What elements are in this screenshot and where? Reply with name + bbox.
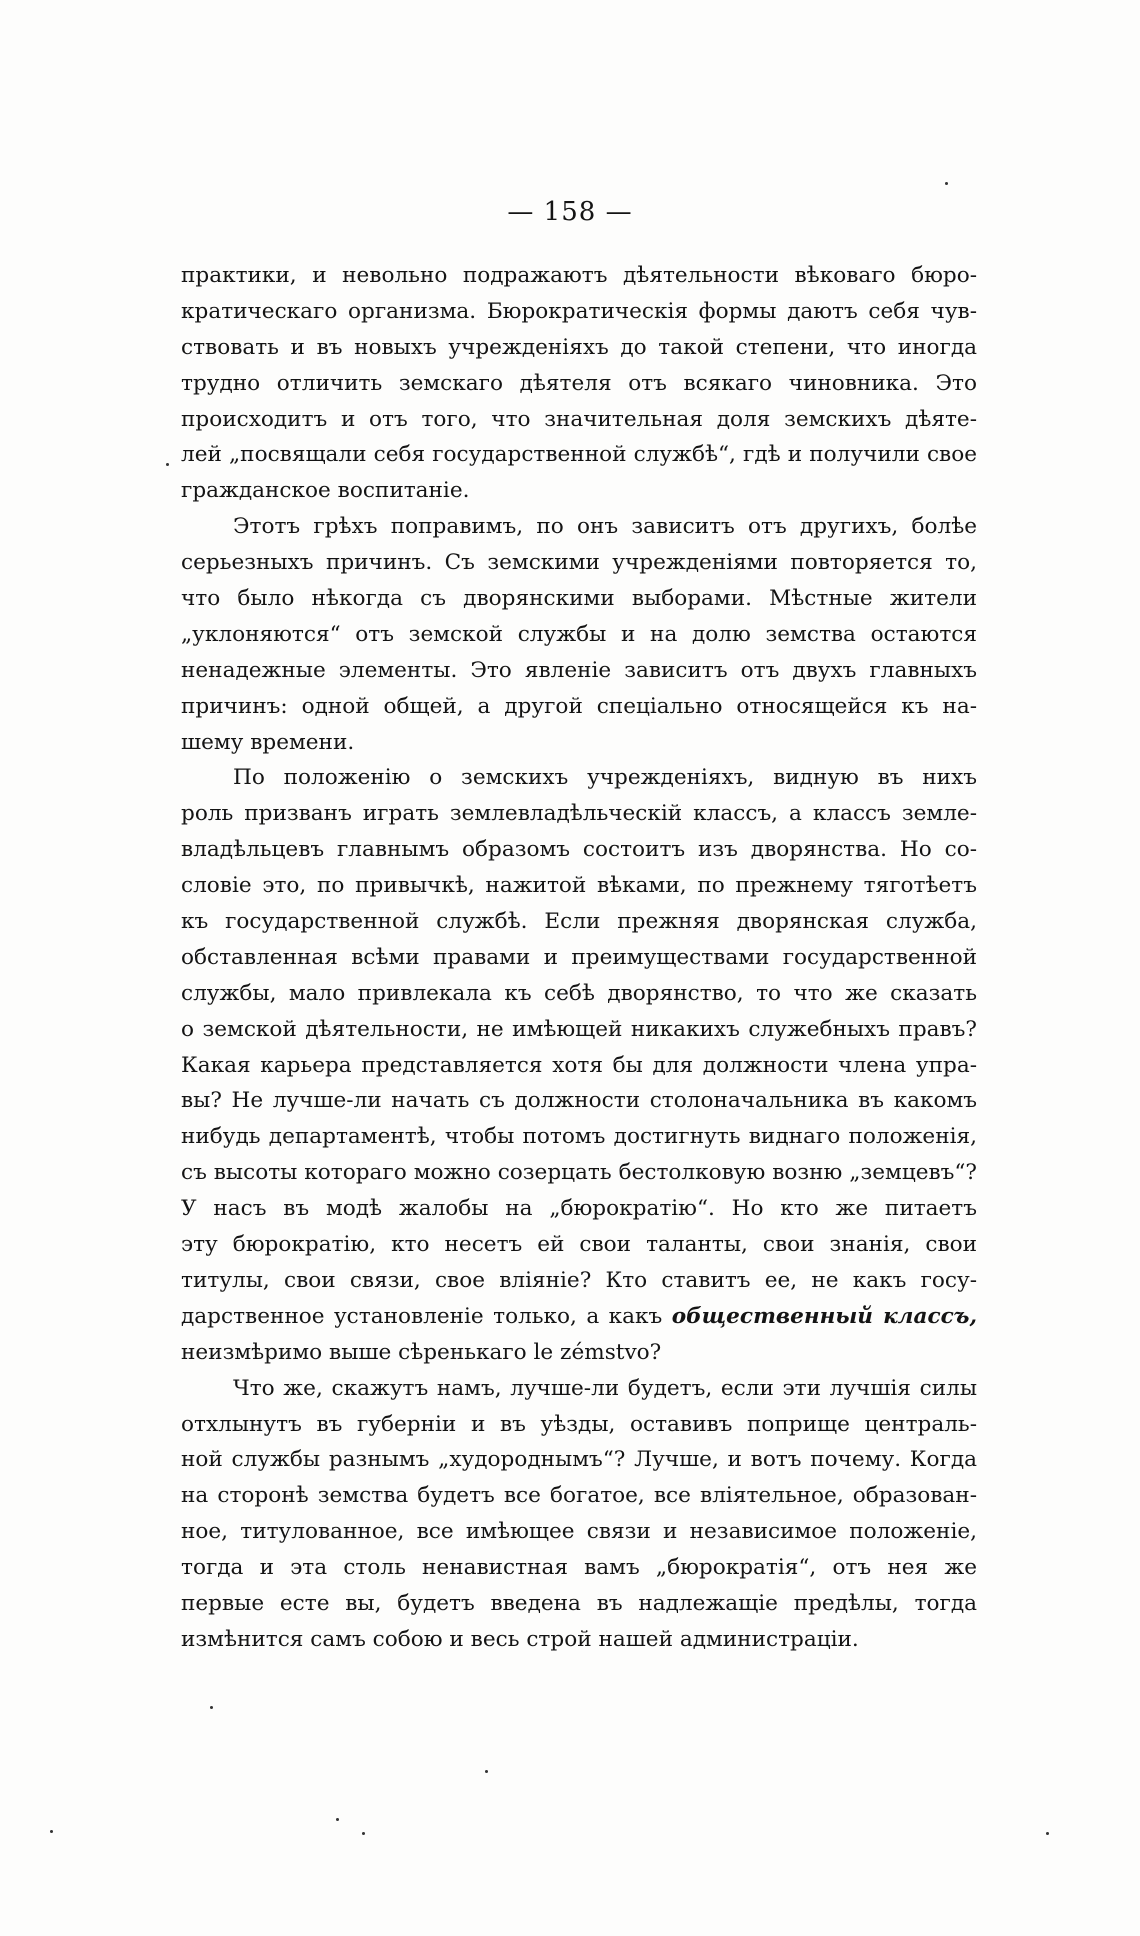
line-text: обставленная всѣми правами и преимуществами государственной: [181, 944, 977, 970]
text-line: [181, 509, 977, 545]
text-line: [181, 1191, 977, 1227]
text-line: [181, 868, 977, 904]
text-line: [181, 904, 977, 940]
text-line: [181, 1442, 977, 1478]
line-text: Этотъ грѣхъ поправимъ, по онъ зависитъ отъ другихъ, болѣе: [233, 514, 977, 540]
text-line: [181, 1155, 977, 1191]
text-line: [181, 760, 977, 796]
text-line: [181, 653, 977, 689]
line-text: отхлынутъ въ губерніи и въ уѣзды, оставивъ поприще централь-: [181, 1411, 977, 1437]
line-text: на сторонѣ земства будетъ все богатое, все вліятельное, образован-: [181, 1483, 977, 1509]
line-text: первые есте вы, будетъ введена въ надлежащіе предѣлы, тогда: [181, 1590, 977, 1616]
text-line: [181, 330, 977, 366]
line-text: словіе это, по привычкѣ, нажитой вѣками, по прежнему тяготѣетъ: [181, 873, 977, 899]
text-line: [181, 1407, 977, 1443]
line-text: лей „посвящали себя государственной службѣ“, гдѣ и получили свое: [181, 442, 977, 468]
page-number: — 158 —: [507, 197, 633, 227]
text-line: [181, 294, 977, 330]
body-text: [181, 258, 977, 1658]
line-text: титулы, свои связи, свое вліяніе? Кто ставитъ ее, не какъ госу-: [181, 1267, 977, 1293]
italic-phrase: общественный классъ,: [671, 1303, 977, 1329]
line-text: вы? Не лучше-ли начать съ должности столоначальника въ какомъ: [181, 1088, 977, 1114]
text-line: [181, 1227, 977, 1263]
text-line: [181, 545, 977, 581]
text-line: [181, 1586, 977, 1622]
ink-speck: [210, 1706, 213, 1709]
text-line: [181, 1622, 977, 1658]
text-line: [181, 1478, 977, 1514]
text-line: [181, 1335, 977, 1371]
line-text: ной службы разнымъ „худороднымъ“? Лучше, и вотъ почему. Когда: [181, 1447, 977, 1473]
text-line: [181, 689, 977, 725]
line-text: По положенію о земскихъ учрежденіяхъ, видную въ нихъ: [233, 765, 977, 791]
line-text: серьезныхъ причинъ. Съ земскими учрежденіями повторяется то,: [181, 550, 977, 576]
text-line: [181, 1371, 977, 1407]
line-text: Что же, скажутъ намъ, лучше-ли будетъ, если эти лучшія силы: [233, 1375, 977, 1401]
text-line: [181, 581, 977, 617]
line-text: неизмѣримо выше сѣренькаго le zémstvo?: [181, 1339, 662, 1365]
ink-speck: [485, 1770, 488, 1773]
text-line: [181, 1119, 977, 1155]
line-text: измѣнится самъ собою и весь строй нашей администраціи.: [181, 1626, 859, 1652]
text-line: [181, 617, 977, 653]
text-line: [181, 1550, 977, 1586]
line-text: Какая карьера представляется хотя бы для должности члена упра-: [181, 1052, 977, 1078]
line-text: трудно отличить земскаго дѣятеля отъ всякаго чиновника. Это: [181, 370, 977, 396]
ink-speck: [362, 1832, 365, 1835]
line-text: роль призванъ играть землевладѣльческій классъ, а классъ земле-: [181, 801, 977, 827]
line-text: кратическаго организма. Бюрократическія формы даютъ себя чув-: [181, 298, 977, 324]
line-text: эту бюрократію, кто несетъ ей свои таланты, свои знанія, свои: [181, 1232, 977, 1258]
line-text: практики, и невольно подражаютъ дѣятельности вѣковаго бюро-: [181, 263, 977, 288]
line-text: гражданское воспитаніе.: [181, 478, 470, 504]
ink-speck: [50, 1830, 53, 1833]
text-line: [181, 473, 977, 509]
text-line: [181, 366, 977, 402]
line-text: о земской дѣятельности, не имѣющей никакихъ служебныхъ правъ?: [181, 1016, 977, 1042]
line-text: что было нѣкогда съ дворянскими выборами. Мѣстные жители: [181, 586, 977, 612]
line-text: происходитъ и отъ того, что значительная доля земскихъ дѣяте-: [181, 406, 977, 432]
text-line: [181, 940, 977, 976]
text-line: [181, 1263, 977, 1299]
text-line: [181, 796, 977, 832]
text-line: [181, 1514, 977, 1550]
line-text: службы, мало привлекала къ себѣ дворянство, то что же сказать: [181, 980, 977, 1006]
line-text: ное, титулованное, все имѣющее связи и независимое положеніе,: [181, 1519, 977, 1545]
ink-speck: [166, 463, 169, 466]
line-text: тогда и эта столь ненавистная вамъ „бюрократія“, отъ нея же: [181, 1555, 977, 1581]
text-line: [181, 402, 977, 438]
line-text: нибудь департаментѣ, чтобы потомъ достигнуть виднаго положенія,: [181, 1124, 977, 1150]
text-line: [181, 832, 977, 868]
text-line: [181, 1299, 977, 1335]
text-line: [181, 1012, 977, 1048]
line-text: шему времени.: [181, 729, 355, 755]
line-text: съ высоты котораго можно созерцать бестолковую возню „земцевъ“?: [181, 1160, 977, 1186]
text-line: [181, 258, 977, 294]
line-text: ненадежные элементы. Это явленіе зависитъ отъ двухъ главныхъ: [181, 657, 977, 683]
text-line: [181, 437, 977, 473]
line-text: владѣльцевъ главнымъ образомъ состоитъ изъ дворянства. Но со-: [181, 837, 977, 863]
text-line: [181, 1083, 977, 1119]
text-line: [181, 976, 977, 1012]
ink-speck: [945, 182, 948, 185]
line-text: У насъ въ модѣ жалобы на „бюрократію“. Но кто же питаетъ: [181, 1196, 977, 1222]
line-text: причинъ: одной общей, а другой спеціально относящейся къ на-: [181, 693, 977, 719]
ink-speck: [1046, 1832, 1049, 1835]
line-text: дарственное установленіе только, а какъ: [181, 1303, 663, 1329]
line-text: къ государственной службѣ. Если прежняя дворянская служба,: [181, 909, 977, 935]
text-line: [181, 725, 977, 761]
text-line: [181, 1048, 977, 1084]
line-text: ствовать и въ новыхъ учрежденіяхъ до такой степени, что иногда: [181, 334, 977, 360]
ink-speck: [336, 1818, 339, 1821]
line-text: „уклоняются“ отъ земской службы и на долю земства остаются: [181, 621, 977, 647]
